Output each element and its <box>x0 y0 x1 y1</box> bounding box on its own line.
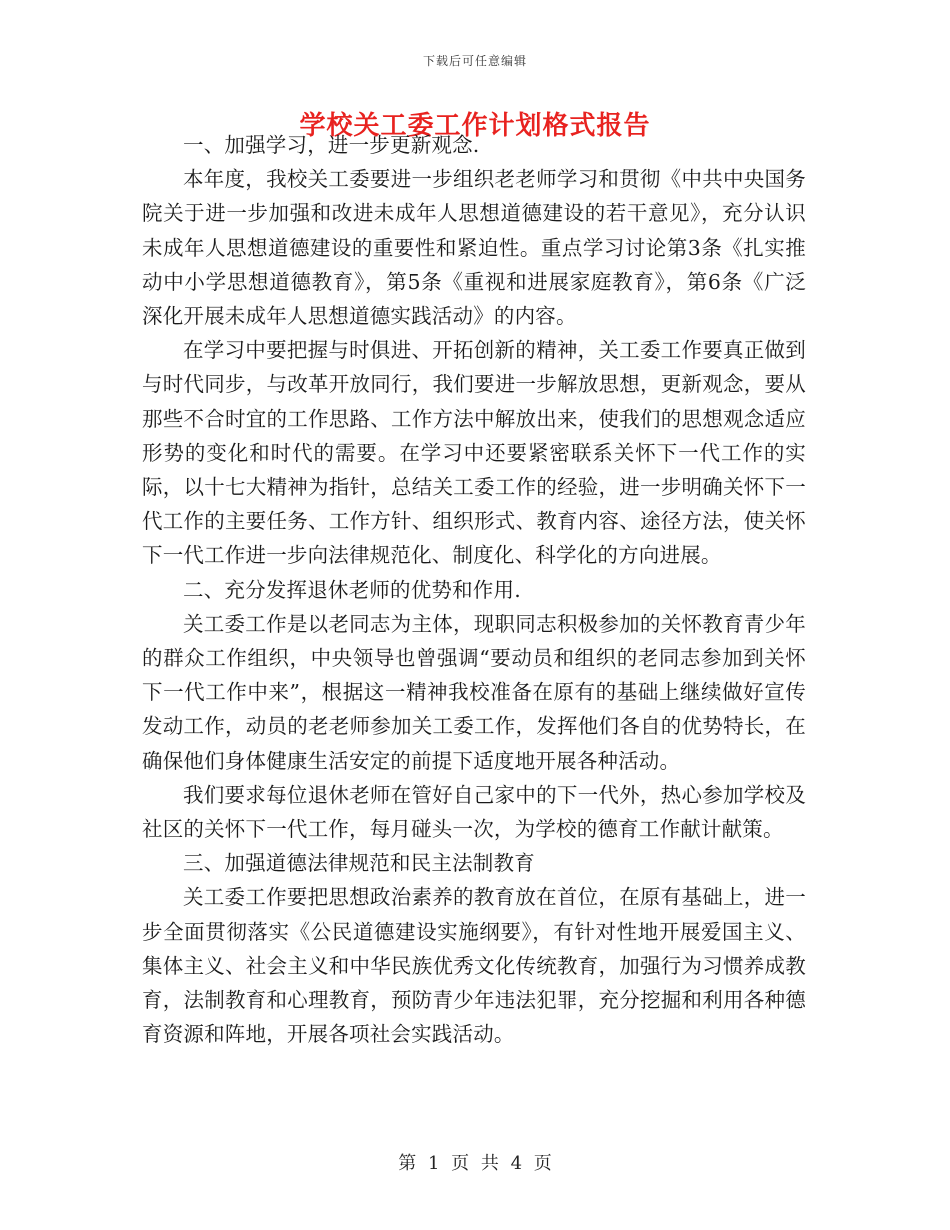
paragraph: 本年度，我校关工委要进一步组织老老师学习和贯彻《中共中央国务院关于进一步加强和改进未成年人思想道德建设的若干意见》，充分认识未成年人思想道德建设的重要性和紧迫性。重点学习讨论第3条《扎实推动中小学思想道德教育》，第5条《重视和进展家庭教育》，第6条《广泛深化开展未成年人思想道德实践活动》的内容。 <box>142 167 806 329</box>
page-number: 第 1 页 共 4 页 <box>398 1153 552 1174</box>
paragraph: 关工委工作要把思想政治素养的教育放在首位，在原有基础上，进一步全面贯彻落实《公民道德建设实施纲要》，有针对性地开展爱国主义、集体主义、社会主义和中华民族优秀文化传统教育，加强行为习惯养成教育，法制教育和心理教育，预防青少年违法犯罪，充分挖掘和利用各种德育资源和阵地，开展各项社会实践活动。 <box>142 885 806 1047</box>
header-note: 下载后可任意编辑 <box>422 54 527 68</box>
section-heading-2: 二、充分发挥退休老师的优势和作用. <box>183 577 521 602</box>
section-heading-3: 三、加强道德法律规范和民主法制教育 <box>183 851 535 876</box>
document-title: 学校关工委工作计划格式报告 <box>299 111 651 141</box>
paragraph: 关工委工作是以老同志为主体，现职同志积极参加的关怀教育青少年的群众工作组织，中央领导也曾强调“要动员和组织的老同志参加到关怀下一代工作中来”，根据这一精神我校准备在原有的基础上继续做好宣传发动工作，动员的老老师参加关工委工作，发挥他们各自的优势特长，在确保他们身体健康生活安定的前提下适度地开展各种活动。 <box>142 611 806 773</box>
section-heading-1: 一、加强学习，进一步更新观念. <box>183 133 480 157</box>
paragraph: 在学习中要把握与时俱进、开拓创新的精神，关工委工作要真正做到与时代同步，与改革开放同行，我们要进一步解放思想，更新观念，要从那些不合时宜的工作思路、工作方法中解放出来，使我们的思想观念适应形势的变化和时代的需要。在学习中还要紧密联系关怀下一代工作的实际，以十七大精神为指针，总结关工委工作的经验，进一步明确关怀下一代工作的主要任务、工作方针、组织形式、教育内容、途径方法，使关怀下一代工作进一步向法律规范化、制度化、科学化的方向进展。 <box>142 338 806 568</box>
document-body <box>142 128 806 1051</box>
paragraph: 我们要求每位退休老师在管好自己家中的下一代外，热心参加学校及社区的关怀下一代工作，每月碰头一次，为学校的德育工作献计献策。 <box>142 782 806 842</box>
